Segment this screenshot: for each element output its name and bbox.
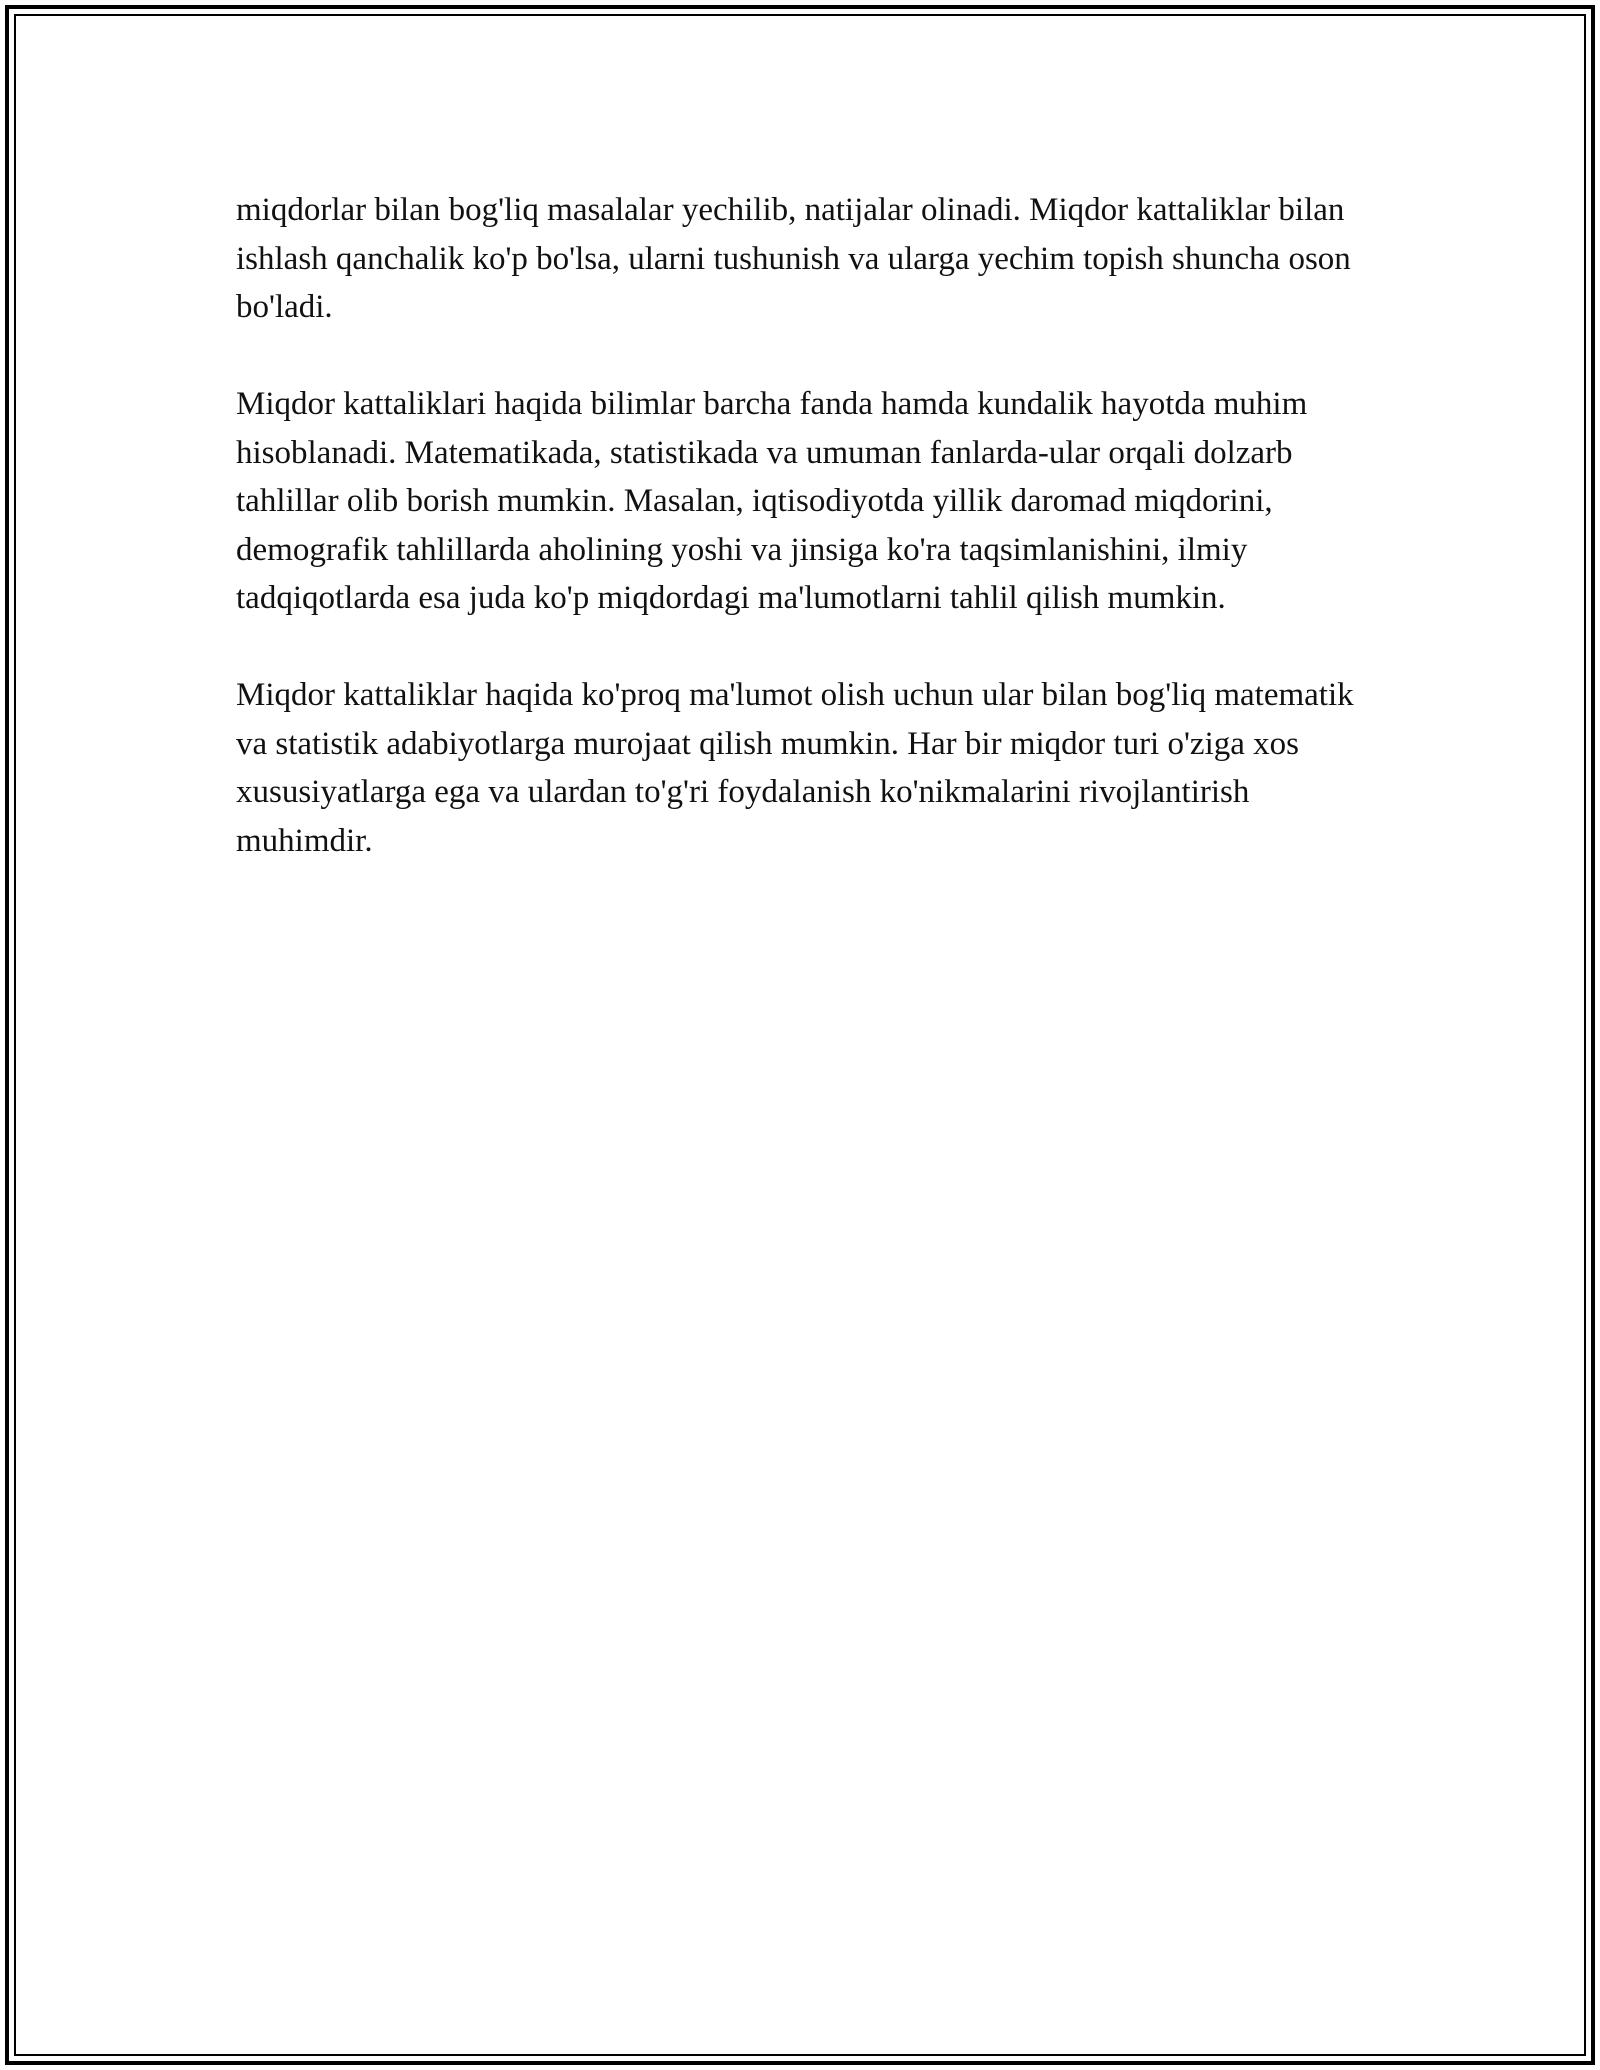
paragraph-3: Miqdor kattaliklar haqida ko'proq ma'lumot olish uchun ular bilan bog'liq matematik va statistik adabiyotlarga murojaat qilish mumkin. Har bir miqdor turi o'ziga xos xususiyatlarga ega va ulardan to'g'ri foydalanish ko'nikmalarini rivojlantirish muhimdir. bbox=[236, 677, 1354, 859]
paragraph-2: Miqdor kattaliklari haqida bilimlar barcha fanda hamda kundalik hayotda muhim hisoblanadi. Matematikada, statistikada va umuman fanlarda-ular orqali dolzarb tahlillar olib borish mumkin. Masalan, iqtisodiyotda yillik daromad miqdorini, demografik tahlillarda aholining yoshi va jinsiga ko'ra taqsimlanishini, ilmiy tadqiqotlarda esa juda ko'p miqdordagi ma'lumotlarni tahlil qilish mumkin. bbox=[236, 386, 1308, 616]
document-body bbox=[236, 186, 1386, 914]
paragraph-1: miqdorlar bilan bog'liq masalalar yechilib, natijalar olinadi. Miqdor kattaliklar bilan ishlash qanchalik ko'p bo'lsa, ularni tushunish va ularga yechim topish shuncha oson bo'ladi. bbox=[236, 192, 1351, 325]
